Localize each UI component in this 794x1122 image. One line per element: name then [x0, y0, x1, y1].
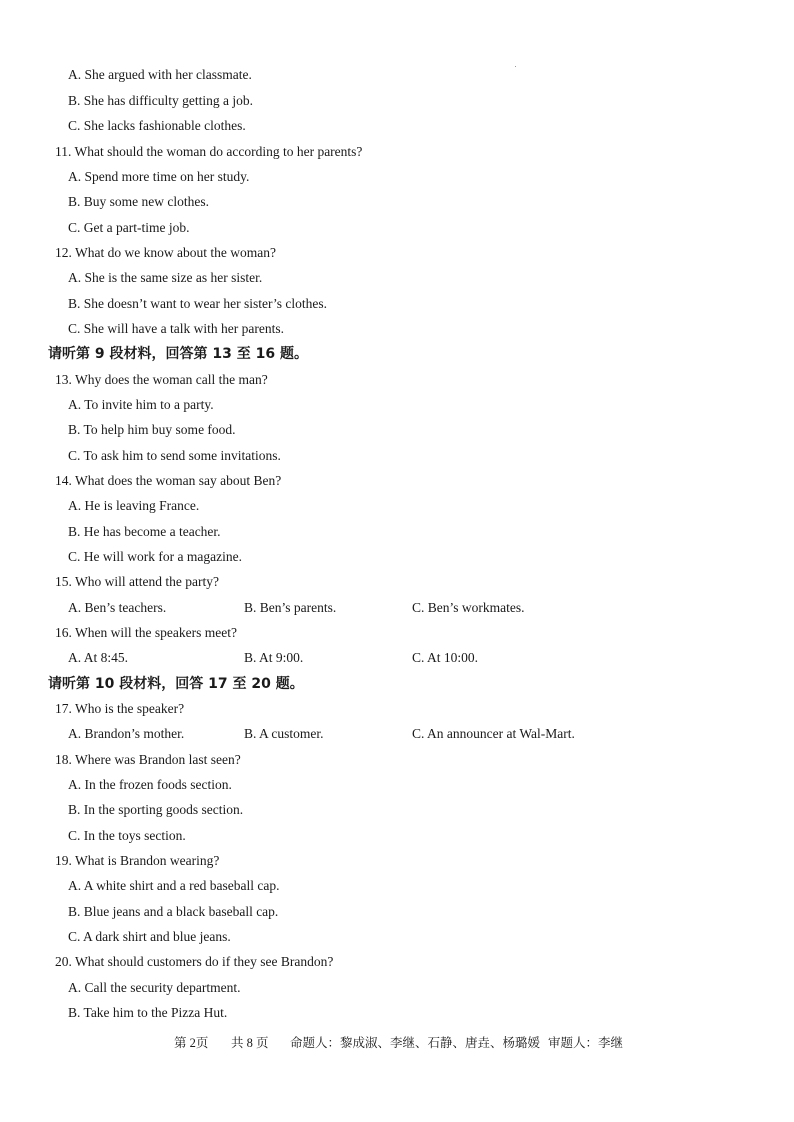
- q16-option-b: B. At 9:00.: [244, 650, 304, 665]
- q17-option-c: C. An announcer at Wal-Mart.: [412, 726, 575, 741]
- q18-question: 18. Where was Brandon last seen?: [55, 752, 241, 767]
- q18-option-a: A. In the frozen foods section.: [68, 777, 232, 792]
- q12-option-b: B. She doesn’t want to wear her sister’s clothes.: [68, 296, 327, 311]
- section-heading-10: 请听第 10 段材料，回答 17 至 20 题。: [48, 676, 304, 692]
- q11-option-b: B. Buy some new clothes.: [68, 194, 209, 209]
- q20-option-a: A. Call the security department.: [68, 980, 241, 995]
- q15-option-a: A. Ben’s teachers.: [68, 600, 167, 615]
- q17-question: 17. Who is the speaker?: [55, 701, 185, 716]
- q13-option-c: C. To ask him to send some invitations.: [68, 448, 281, 463]
- scan-speck: [515, 66, 516, 67]
- footer-page-number: 第 2页: [174, 1036, 209, 1050]
- q10-option-b: B. She has difficulty getting a job.: [68, 93, 253, 108]
- q12-option-a: A. She is the same size as her sister.: [68, 270, 263, 285]
- q13-option-b: B. To help him buy some food.: [68, 422, 236, 437]
- q19-option-a: A. A white shirt and a red baseball cap.: [68, 878, 280, 893]
- footer-total-pages: 共 8 页: [231, 1036, 269, 1050]
- q14-option-a: A. He is leaving France.: [68, 498, 200, 513]
- q14-question: 14. What does the woman say about Ben?: [55, 473, 282, 488]
- section-heading-9: 请听第 9 段材料，回答第 13 至 16 题。: [48, 346, 308, 362]
- q15-option-c: C. Ben’s workmates.: [412, 600, 525, 615]
- q10-option-c: C. She lacks fashionable clothes.: [68, 118, 246, 133]
- q11-question: 11. What should the woman do according to her parents?: [55, 144, 363, 159]
- q12-question: 12. What do we know about the woman?: [55, 245, 276, 260]
- q17-option-a: A. Brandon’s mother.: [68, 726, 185, 741]
- q18-option-c: C. In the toys section.: [68, 828, 186, 843]
- q11-option-c: C. Get a part-time job.: [68, 220, 190, 235]
- q19-question: 19. What is Brandon wearing?: [55, 853, 220, 868]
- q20-question: 20. What should customers do if they see Brandon?: [55, 954, 334, 969]
- q19-option-b: B. Blue jeans and a black baseball cap.: [68, 904, 279, 919]
- q15-option-b: B. Ben’s parents.: [244, 600, 337, 615]
- q19-option-c: C. A dark shirt and blue jeans.: [68, 929, 231, 944]
- q13-question: 13. Why does the woman call the man?: [55, 372, 268, 387]
- q13-option-a: A. To invite him to a party.: [68, 397, 214, 412]
- q14-option-c: C. He will work for a magazine.: [68, 549, 242, 564]
- q16-option-c: C. At 10:00.: [412, 650, 479, 665]
- q20-option-b: B. Take him to the Pizza Hut.: [68, 1005, 228, 1020]
- q11-option-a: A. Spend more time on her study.: [68, 169, 250, 184]
- footer-reviewer: 审题人：李继: [548, 1036, 624, 1050]
- footer-authors: 命题人：黎成淑、李继、石静、唐垚、杨璐媛: [290, 1036, 541, 1050]
- q15-question: 15. Who will attend the party?: [55, 574, 219, 589]
- q12-option-c: C. She will have a talk with her parents.: [68, 321, 284, 336]
- q16-question: 16. When will the speakers meet?: [55, 625, 237, 640]
- q16-option-a: A. At 8:45.: [68, 650, 129, 665]
- q17-option-b: B. A customer.: [244, 726, 324, 741]
- q14-option-b: B. He has become a teacher.: [68, 524, 221, 539]
- q10-option-a: A. She argued with her classmate.: [68, 67, 252, 82]
- q18-option-b: B. In the sporting goods section.: [68, 802, 244, 817]
